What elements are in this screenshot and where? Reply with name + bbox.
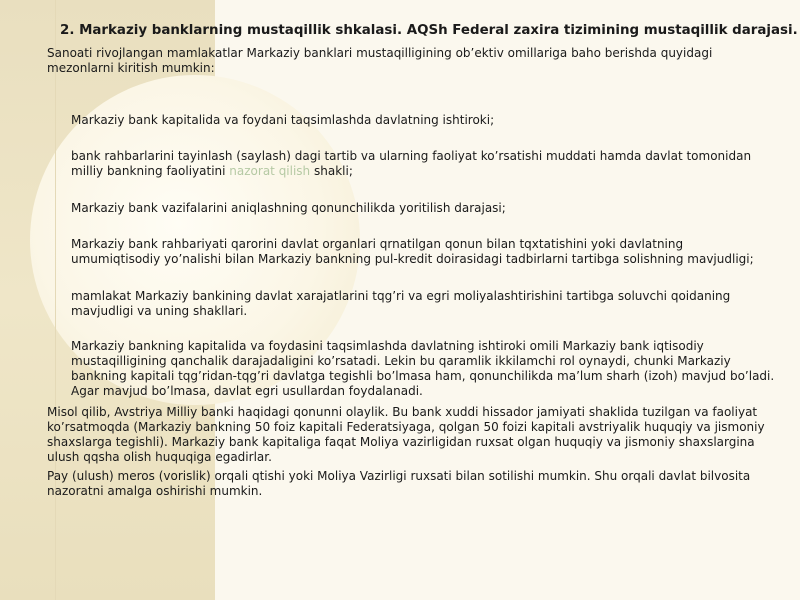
slide-title: 2. Markaziy banklarning mustaqillik shkalasi. AQSh Federal zaxira tizimining mustaqillik darajasi. bbox=[60, 23, 798, 38]
analysis-paragraph: Markaziy bankning kapitalida va foydasini taqsimlashda davlatning ishtiroki omili Markaziy bank iqtisodiy mustaqilligining qanchalik darajadaligini ko’rsatadi. Lekin bu qaramlik ikkilamchi rol oynaydi, chunki Markaziy bankning kapitali tqg’ridan-tqg’ri davlatga tegishli bo’lmasa ham, qonunchilikda ma’lum sharh (izoh) mavjud bo’ladi. Agar mavjud bo’lmasa, davlat egri usullardan foydalanadi. bbox=[71, 339, 775, 398]
criterion-5: mamlakat Markaziy bankining davlat xarajatlarini tqg’ri va egri moliyalashtirishini tartibga soluvchi qoidaning mavjudligi va uning shakllari. bbox=[71, 289, 731, 318]
criterion-2-faded-text: nazorat qilish bbox=[229, 164, 311, 178]
pay-paragraph: Pay (ulush) meros (vorislik) orqali qtishi yoki Moliya Vazirligi ruxsati bilan sotilishi mumkin. Shu orqali davlat bilvosita nazoratni amalga oshirishi mumkin. bbox=[47, 469, 751, 498]
criterion-3: Markaziy bank vazifalarini aniqlashning qonunchilikda yoritilish darajasi; bbox=[71, 201, 506, 215]
criterion-2 bbox=[71, 149, 771, 179]
criterion-2-end-text: shakli; bbox=[310, 164, 353, 178]
example-paragraph: Misol qilib, Avstriya Milliy banki haqidagi qonunni olaylik. Bu bank xuddi hissador jamiyati shaklida tuzilgan va faoliyat ko’rsatmoqda (Markaziy bankning 50 foiz kapitali Federatsiyaga, qolgan 50 foizi kapitali avstriyalik huquqiy va jismoniy shaxslarga tegishli). Markaziy bank kapitaliga faqat Moliya vazirligidan ruxsat olgan huquqiy va jismoniy shaxslargina ulush qqsha olish huquqiga egadirlar. bbox=[47, 405, 765, 464]
criterion-1: Markaziy bank kapitalida va foydani taqsimlashda davlatning ishtiroki; bbox=[71, 113, 495, 127]
intro-paragraph: Sanoati rivojlangan mamlakatlar Markaziy banklari mustaqilligining ob’ektiv omillariga baho berishda quyidagi mezonlarni kiritish mumkin: bbox=[47, 46, 713, 75]
criterion-4: Markaziy bank rahbariyati qarorini davlat organlari qrnatilgan qonun bilan tqxtatishini yoki davlatning umumiqtisodiy yo’nalishi bilan Markaziy bankning pul-kredit doirasidagi tadbirlarni tartibga solishning mavjudligi; bbox=[71, 237, 754, 266]
criterion-2-text: bank rahbarlarini tayinlash (saylash) dagi tartib va ularning faoliyat ko’rsatishi muddati hamda davlat tomonidan milliy bankning faoliyatini bbox=[71, 149, 752, 178]
